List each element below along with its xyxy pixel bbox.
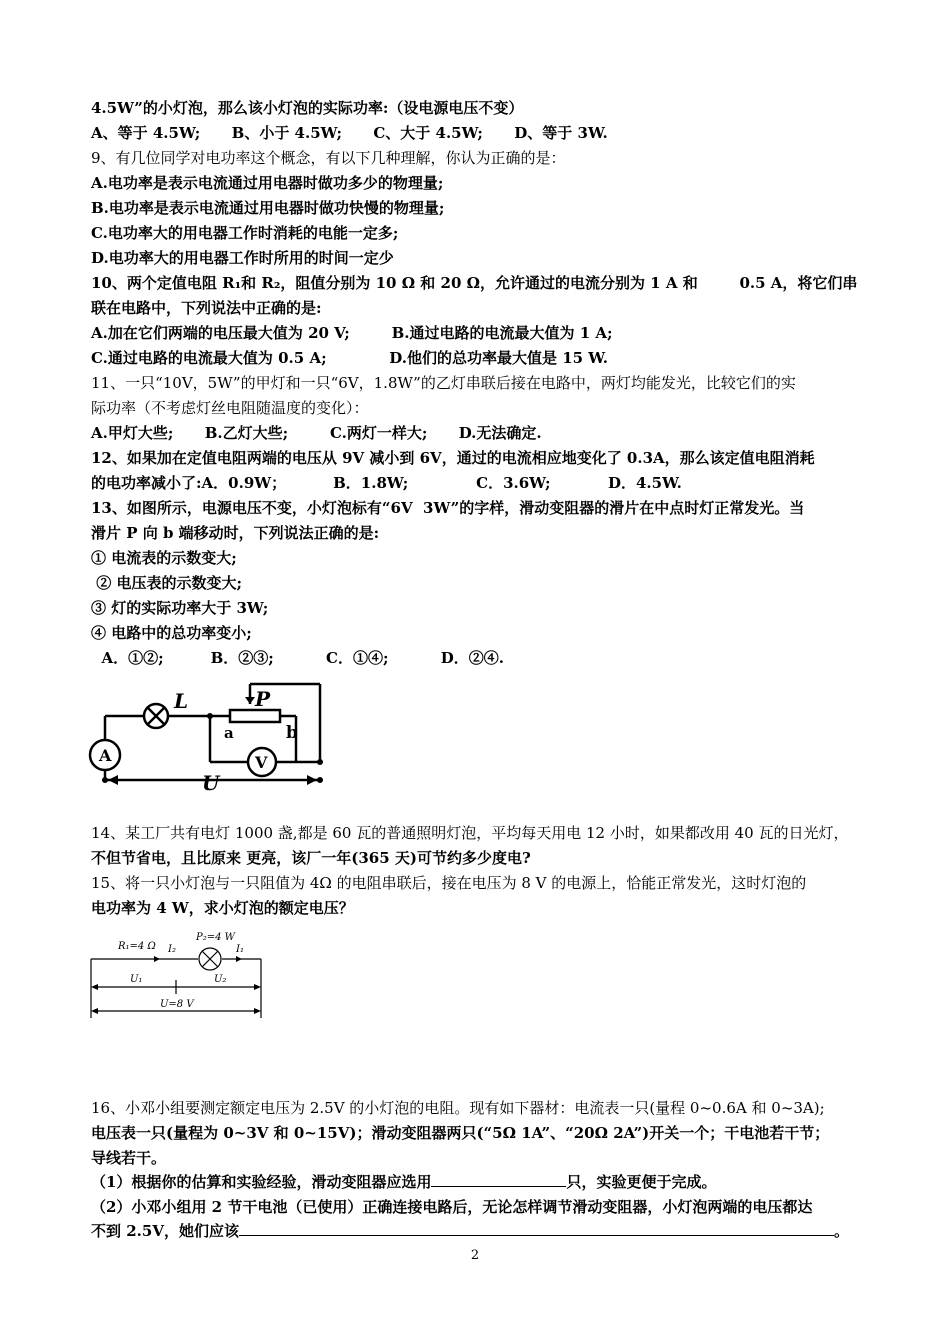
q16-part-1-suffix: 只，实验更便于完成。 <box>566 1173 717 1191</box>
q10-options-cd: C.通过电路的电流最大值为 0.5 A; D.他们的总功率最大值是 15 W. <box>91 349 609 367</box>
q13-circuit-diagram <box>88 676 328 792</box>
label-I1: I₁ <box>236 944 244 955</box>
q16-part-2-end: 。 <box>833 1222 849 1240</box>
label-b: b <box>286 723 298 743</box>
label-A: A <box>99 746 112 765</box>
label-P: P <box>255 687 271 711</box>
q14-stem-cont: 不但节省电，且比原来 更亮，该厂一年(365 天)可节约多少度电? <box>91 849 531 867</box>
q13-statement-4: ④ 电路中的总功率变小; <box>91 624 252 642</box>
label-R1: R₁=4 Ω <box>118 941 156 952</box>
q16-part-2-prefix: 不到 2.5V，她们应该 <box>91 1222 239 1240</box>
q9-option-b: B.电功率是表示电流通过用电器时做功快慢的物理量; <box>91 199 445 217</box>
q15-stem: 15、将一只小灯泡与一只阻值为 4Ω 的电阻串联后，接在电压为 8 V 的电源上，恰能正常发光，这时灯泡的 <box>91 874 807 892</box>
q11-stem-cont: 际功率（不考虑灯丝电阻随温度的变化）： <box>91 399 369 417</box>
label-U: U <box>202 771 220 792</box>
label-V: V <box>255 753 268 772</box>
label-U-total: U=8 V <box>160 999 194 1010</box>
answer-blank-1[interactable] <box>431 1172 566 1187</box>
label-P2: P₂=4 W <box>196 932 235 943</box>
q10-stem-cont: 联在电路中，下列说法中正确的是: <box>91 299 322 317</box>
q11-stem: 11、一只“10V，5W”的甲灯和一只“6V，1.8W”的乙灯串联后接在电路中，两灯均能发光，比较它们的实 <box>91 374 796 392</box>
label-U1: U₁ <box>130 974 143 985</box>
q9-option-a: A.电功率是表示电流通过用电器时做功多少的物理量; <box>91 174 444 192</box>
q9-option-d: D.电功率大的用电器工作时所用的时间一定少 <box>91 249 394 267</box>
label-I2: I₂ <box>168 944 176 955</box>
q16-part-2-cont <box>91 1221 849 1241</box>
q10-stem: 10、两个定值电阻 R₁和 R₂，阻值分别为 10 Ω 和 20 Ω，允许通过的电流分别为 1 A 和 0.5 A，将它们串 <box>91 274 858 292</box>
q13-statement-3: ③ 灯的实际功率大于 3W; <box>91 599 269 617</box>
q16-stem-cont: 电压表一只(量程为 0~3V 和 0~15V)；滑动变阻器两只(“5Ω 1A”、“20Ω 2A”)开关一个；干电池若干节； <box>91 1124 830 1142</box>
q16-stem-cont-2: 导线若干。 <box>91 1149 167 1167</box>
q16-part-1-prefix: （1）根据你的估算和实验经验，滑动变阻器应选用 <box>91 1173 432 1191</box>
q13-statement-1: ① 电流表的示数变大; <box>91 549 237 567</box>
q16-part-1 <box>91 1172 716 1192</box>
q8-options: A、等于 4.5W; B、小于 4.5W; C、大于 4.5W; D、等于 3W. <box>91 124 608 142</box>
q11-options: A.甲灯大些; B.乙灯大些; C.两灯一样大; D.无法确定. <box>91 424 542 442</box>
rheostat-symbol <box>230 710 280 722</box>
q13-options: A．①②; B．②③; C．①④; D．②④. <box>91 649 504 667</box>
text-line: 4.5W”的小灯泡，那么该小灯泡的实际功率:（设电源电压不变） <box>91 99 524 117</box>
label-U2: U₂ <box>214 974 227 985</box>
q12-stem: 12、如果加在定值电阻两端的电压从 9V 减小到 6V，通过的电流相应地变化了 0.3A，那么该定值电阻消耗 <box>91 449 815 467</box>
label-L: L <box>174 689 189 713</box>
q13-stem-cont: 滑片 P 向 b 端移动时，下列说法正确的是: <box>91 524 380 542</box>
answer-blank-2[interactable] <box>239 1221 834 1236</box>
q15-circuit-diagram <box>88 928 268 1022</box>
q14-stem: 14、某工厂共有电灯 1000 盏,都是 60 瓦的普通照明灯泡，平均每天用电 12 小时，如果都改用 40 瓦的日光灯， <box>91 824 849 842</box>
label-a: a <box>224 724 234 742</box>
q15-stem-cont: 电功率为 4 W，求小灯泡的额定电压？ <box>91 899 354 917</box>
q13-stem: 13、如图所示，电源电压不变，小灯泡标有“6V 3W”的字样，滑动变阻器的滑片在中点时灯正常发光。当 <box>91 499 805 517</box>
page-number: 2 <box>470 1248 480 1263</box>
q9-option-c: C.电功率大的用电器工作时消耗的电能一定多; <box>91 224 399 242</box>
q16-part-2: （2）小邓小组用 2 节干电池（已使用）正确连接电路后，无论怎样调节滑动变阻器，小灯泡两端的电压都达 <box>91 1198 813 1216</box>
q13-statement-2: ② 电压表的示数变大; <box>91 574 242 592</box>
q10-options-ab: A.加在它们两端的电压最大值为 20 V; B.通过电路的电流最大值为 1 A; <box>91 324 613 342</box>
q9-stem: 9、有几位同学对电功率这个概念，有以下几种理解，你认为正确的是： <box>91 149 566 167</box>
q12-options: 的电功率减小了:A．0.9W； B．1.8W; C．3.6W; D．4.5W. <box>91 474 682 492</box>
q16-stem: 16、小邓小组要测定额定电压为 2.5V 的小灯泡的电阻。现有如下器材：电流表一只(量程 0~0.6A 和 0~3A); <box>91 1099 825 1117</box>
